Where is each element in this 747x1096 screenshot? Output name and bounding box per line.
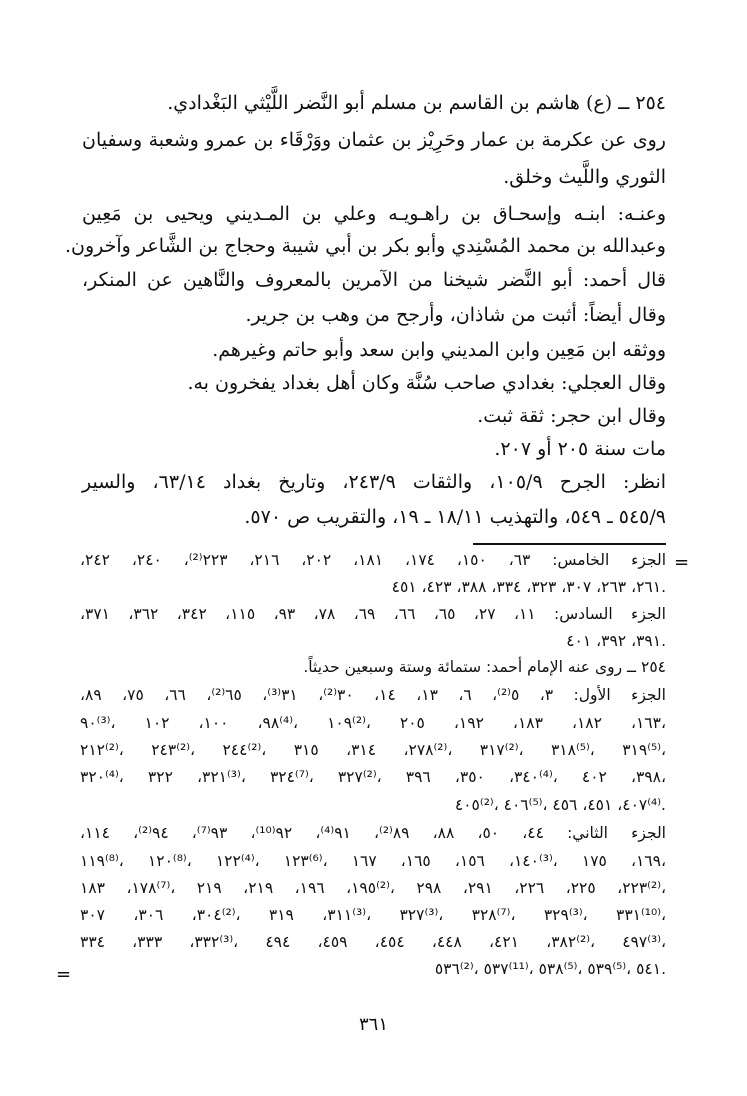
footnote-line: الجزء السادس: ١١، ٢٧، ٦٥، ٦٦، ٦٩، ٧٨، ٩٣، ١١٥، ٣٤٢، ٣٦٢، ٣٧١،: [80, 605, 666, 623]
footnote-line: ٣٩١، ٣٩٢، ٤٠١.: [566, 632, 666, 650]
footnote-line: ٩٠⁽³⁾، ٩٨، ١٠٠، ١٠٢⁽⁴⁾، ١٠٩⁽²⁾، ١٦٣، ١٨٢، ١٨٣، ١٩٢، ٢٠٥،: [80, 714, 666, 732]
entry-line: قال أحمد: أبو النَّضر شيخنا من الآمرين بالمعروف والنَّاهين عن المنكر،: [82, 269, 666, 291]
footnote-line: ٢٦١، ٢٦٣، ٣٠٧، ٣٢٣، ٣٣٤، ٣٨٨، ٤٢٣، ٤٥١.: [391, 578, 666, 596]
entry-line: ٥٤٥/٩ ـ ٥٤٩، والتهذيب ١٨/١١ ـ ١٩، والتقريب ص ٥٧٠.: [244, 506, 666, 528]
footnote-line: الجزء الخامس: ٦٣، ١٥٠، ١٧٤، ١٨١، ٢٠٢، ٢١٦، ٢٢٣⁽²⁾، ٢٤٠، ٢٤٢،: [80, 551, 667, 569]
footnote-heading: ٢٥٤ ــ روى عنه الإمام أحمد: ستمائة وستة وسبعين حديثاً.: [303, 658, 666, 676]
entry-line: مات سنة ٢٠٥ أو ٢٠٧.: [494, 438, 666, 460]
entry-line: ووثقه ابن مَعِين وابن المديني وابن سعد وأبو حاتم وغيرهم.: [212, 339, 666, 361]
entry-line: وقال ابن حجر: ثقة ثبت.: [477, 405, 666, 427]
entry-line: وقال العجلي: بغدادي صاحب سُنَّة وكان أهل بغداد يفخرون به.: [187, 372, 666, 394]
entry-line: انظر: الجرح ١٠٥/٩، والثقات ٢٤٣/٩، وتاريخ بغداد ٦٣/١٤، والسير: [82, 471, 667, 493]
footnote-line: ٥٣٦⁽²⁾، ٥٣٧⁽¹¹⁾، ٥٣٨⁽⁵⁾، ٥٣٩⁽⁵⁾، ٥٤١.: [434, 960, 666, 978]
continuation-mark-top: =: [674, 552, 690, 573]
entry-heading: ٢٥٤ ــ (ع) هاشم بن القاسم بن مسلم أبو النَّضر اللَّيْثي البَغْدادي.: [167, 92, 666, 114]
footnote-line: ١١٩⁽⁸⁾، ١٢٠⁽⁸⁾، ١٢٢⁽⁴⁾، ١٢٣⁽⁶⁾، ١٤٠، ١٥٦، ١٦٥، ١٦٧⁽³⁾، ١٦٩، ١٧٥،: [80, 852, 666, 870]
entry-line: روى عن عكرمة بن عمار وحَرِيْز بن عثمان ووَرْقَاء بن عمرو وشعبة وسفيان: [82, 129, 666, 151]
footnote-line: ٢١٢⁽²⁾، ٢٤٣⁽²⁾، ٢٤٤⁽²⁾، ٢٧٨، ٣١٤، ٣١٥⁽²⁾، ٣١٧⁽²⁾، ٣١٨⁽⁵⁾، ٣١٩⁽⁵⁾،: [80, 741, 667, 759]
footnote-separator: [473, 543, 666, 545]
footnote-line: ٤٠٥⁽²⁾، ٤٠٦⁽⁵⁾، ٤٠٧، ٤٥١، ٤٥٦⁽⁴⁾.: [454, 796, 666, 814]
page-number: ٣٦١: [358, 1014, 388, 1035]
entry-line: وعبدالله بن محمد المُسْنِدي وأبو بكر بن أبي شيبة وحجاج بن الشَّاعر وآخرون.: [65, 235, 666, 257]
footnote-line: الجزء الأول: ٣، ٥⁽²⁾، ٦، ١٣، ١٤، ٣٠⁽²⁾، ٣١⁽³⁾، ٦٥⁽²⁾، ٦٦، ٧٥، ٨٩،: [80, 686, 666, 704]
footnote-line: الجزء الثاني: ٤٤، ٥٠، ٨٨، ٨٩⁽²⁾، ٩١⁽⁴⁾، ٩٢⁽¹⁰⁾، ٩٣⁽⁷⁾، ٩٤⁽²⁾، ١١٤،: [80, 824, 666, 842]
footnote-line: ٣٠٤، ٣٠٦، ٣٠٧⁽²⁾، ٣١١، ٣١٩⁽³⁾، ٣٢٧⁽³⁾، ٣٢٨⁽⁷⁾، ٣٢٩⁽³⁾، ٣٣١⁽¹⁰⁾،: [80, 906, 667, 924]
footnote-line: ٣٢٠⁽⁴⁾، ٣٢١، ٣٢٢⁽³⁾، ٣٢٤⁽⁷⁾، ٣٢٧⁽²⁾، ٣٤٠، ٣٥٠، ٣٩٦⁽⁴⁾، ٣٩٨، ٤٠٢،: [80, 768, 666, 786]
footnote-line: ١٧٨، ١٨٣⁽⁷⁾، ١٩٥، ١٩٦، ٢١٩، ٢١٩⁽²⁾، ٢٢٣، ٢٢٥، ٢٢٦، ٢٩١، ٢٩٨⁽²⁾،: [80, 879, 667, 897]
footnote-line: ٣٣٢، ٣٣٣، ٣٣٤⁽³⁾، ٣٨٢، ٤٢١، ٤٤٨، ٤٥٤، ٤٥٩، ٤٩٤⁽²⁾، ٤٩٧⁽³⁾،: [80, 933, 667, 951]
entry-line: وقال أيضاً: أثبت من شاذان، وأرجح من وهب بن جرير.: [245, 304, 666, 326]
entry-line: وعنـه: ابنـه وإسحـاق بن راهـويـه وعلي بن المـديني ويحيى بن مَعِين: [82, 203, 666, 225]
continuation-mark-bottom: =: [56, 964, 72, 985]
entry-line: الثوري واللَّيث وخلق.: [503, 166, 666, 188]
